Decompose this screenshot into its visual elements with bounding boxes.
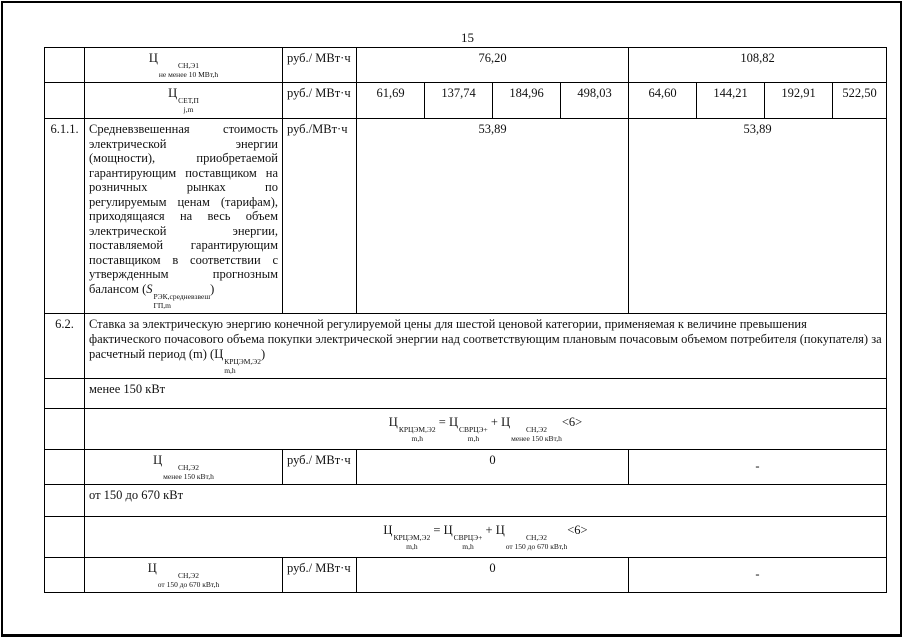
value-cell: 522,50 <box>833 83 887 119</box>
row-number-cell: 6.2. <box>45 313 85 378</box>
table-row <box>45 408 887 449</box>
table-row <box>45 449 887 484</box>
value-cell: - <box>629 449 887 484</box>
table-row <box>45 516 887 557</box>
value-cell: 53,89 <box>629 119 887 314</box>
table-row <box>45 83 887 119</box>
value-cell: 0 <box>357 449 629 484</box>
unit-cell: руб./ МВт·ч <box>283 449 357 484</box>
value-cell: - <box>629 557 887 592</box>
description-cell: Средневзвешенная стоимость электрической энергии (мощности), приобретаемой гарантирующим поставщиком на розничных рынках по регулируемым ценам (тарифам), приходящаяся на весь объем электрической энергии, поставляемой гарантирующим поставщиком в соответствии с утвержденным прогнозным балансом (S РЭК,средневзвеш ГП,m ) <box>85 119 283 314</box>
row-number-cell <box>45 557 85 592</box>
table-row <box>45 119 887 314</box>
row-number-cell <box>45 48 85 83</box>
row-number-cell <box>45 378 85 408</box>
formula-cell: Ц КРЦЭМ,Э2 m,h = Ц СВРЦЭ+ m,h + Ц СН,Э2 менее 150 кВт,h <6> <box>85 408 887 449</box>
symbol-cell: Ц СН,Э1 не менее 10 МВт,h <box>85 48 283 83</box>
tariff-table <box>44 47 887 593</box>
unit-cell: руб./МВт·ч <box>283 119 357 314</box>
table-row <box>45 48 887 83</box>
row-number-cell: 6.1.1. <box>45 119 85 314</box>
subsection-label: менее 150 кВт <box>85 378 887 408</box>
unit-cell: руб./ МВт·ч <box>283 557 357 592</box>
unit-cell: руб./ МВт·ч <box>283 83 357 119</box>
row-number-cell <box>45 449 85 484</box>
row-number-cell <box>45 408 85 449</box>
page-number: 15 <box>461 30 474 45</box>
unit-cell: руб./ МВт·ч <box>283 48 357 83</box>
table-row <box>45 484 887 516</box>
value-cell: 192,91 <box>765 83 833 119</box>
value-cell: 53,89 <box>357 119 629 314</box>
value-cell: 76,20 <box>357 48 629 83</box>
value-cell: 108,82 <box>629 48 887 83</box>
row-number-cell <box>45 484 85 516</box>
row-number-cell <box>45 516 85 557</box>
value-cell: 137,74 <box>425 83 493 119</box>
row-number-cell <box>45 83 85 119</box>
value-cell: 0 <box>357 557 629 592</box>
symbol-cell: Ц СН,Э2 менее 150 кВт,h <box>85 449 283 484</box>
symbol-cell: Ц СЕТ,П j,m <box>85 83 283 119</box>
formula-cell: Ц КРЦЭМ,Э2 m,h = Ц СВРЦЭ+ m,h + Ц СН,Э2 от 150 до 670 кВт,h <6> <box>85 516 887 557</box>
symbol-cell: Ц СН,Э2 от 150 до 670 кВт,h <box>85 557 283 592</box>
table-row <box>45 313 887 378</box>
section-header-cell: Ставка за электрическую энергию конечной регулируемой цены для шестой ценовой категории, применяемая к величине превышения фактического почасового объема покупки электрической энергии над соответствующим плановым почасовым объемом потребителя (покупателя) за расчетный период (m) (Ц КРЦЭМ,Э2 m,h ) <box>85 313 887 378</box>
table-row <box>45 378 887 408</box>
value-cell: 144,21 <box>697 83 765 119</box>
value-cell: 184,96 <box>493 83 561 119</box>
table-row <box>45 557 887 592</box>
subsection-label: от 150 до 670 кВт <box>85 484 887 516</box>
value-cell: 61,69 <box>357 83 425 119</box>
value-cell: 498,03 <box>561 83 629 119</box>
value-cell: 64,60 <box>629 83 697 119</box>
